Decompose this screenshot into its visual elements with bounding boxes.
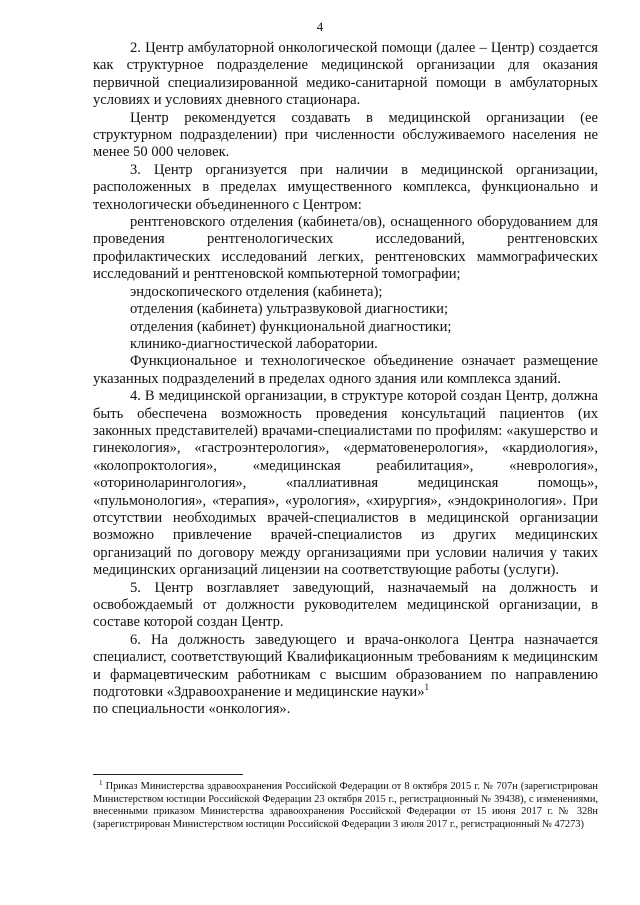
list-item-laboratory: клинико-диагностической лаборатории. <box>130 335 378 352</box>
list-item-ultrasound: отделения (кабинета) ультразвуковой диагностики; <box>130 301 449 318</box>
list-item-functional-diagnostics: отделения (кабинет) функциональной диагностики; <box>130 318 452 335</box>
document-body <box>93 40 598 719</box>
paragraph-6-qualification <box>93 632 598 702</box>
paragraph-4-consultations: 4. В медицинской организации, в структуре которой создан Центр, должна быть обеспечена возможность проведения консультаций пациентов (их законных представителей) врачами-специалистами по профилям: «акушерство и гинекология», «гастроэнтерология», «дерматовенерология», «кардиология», «колопроктология», «медицинская реабилитация», «неврология», «оториноларингология», «паллиативная медицинская помощь», «пульмонология», «терапия», «урология», «хирургия», «эндокринология». При отсутствии необходимых врачей-специалистов в медицинской организации возможно привлечение врачей-специалистов из других медицинских организаций по договору между организациями при условии наличия у таких медицинских организаций лицензии на соответствующие работы (услуги). <box>93 388 598 579</box>
paragraph-6-text: 6. На должность заведующего и врача-онколога Центра назначается специалист, соответствующий Квалификационным требованиям к медицинским и фармацевтическим работникам с высшим образованием по направлению подготовки «Здравоохранение и медицинские науки» <box>93 631 598 701</box>
footnote-text: Приказ Министерства здравоохранения Российской Федерации от 8 октября 2015 г. № 707н (зарегистрирован Министерством юстиции Российской Федерации 23 октября 2015 г., регистрационный № 39438), с изменениями, внесенными приказом Министерства здравоохранения Российской Федерации от 15 июня 2017 г. № 328н (зарегистрирован Министерством юстиции Российской Федерации 3 июля 2017 г., регистрационный № 47273) <box>93 781 598 830</box>
paragraph-unification-meaning: Функциональное и технологическое объединение означает размещение указанных подразделений в пределах одного здания или комплекса зданий. <box>93 353 598 387</box>
paragraph-3-organization: 3. Центр организуется при наличии в медицинской организации, расположенных в пределах имущественного комплекса, функционально и технологически объединенного с Центром: <box>93 161 598 213</box>
page-number: 4 <box>316 19 324 34</box>
list-item-endoscopy: эндоскопического отделения (кабинета); <box>130 283 383 300</box>
paragraph-2-center-definition: 2. Центр амбулаторной онкологической помощи (далее – Центр) создается как структурное подразделение медицинской организации для оказания первичной специализированной медико-санитарной помощи в амбулаторных условиях и условиях дневного стационара. <box>93 40 598 109</box>
footnote-divider <box>93 774 243 775</box>
paragraph-5-head: 5. Центр возглавляет заведующий, назначаемый на должность и освобождаемый от должности руководителем медицинской организации, в составе которой создан Центр. <box>93 579 598 631</box>
footnote <box>93 781 598 831</box>
footnote-marker: 1 <box>99 779 103 787</box>
list-item-xray-department: рентгеновского отделения (кабинета/ов), оснащенного оборудованием для проведения рентгенологических исследований, рентгеновских профилактических исследований легких, рентгеновских маммографических исследований и рентгеновской компьютерной томографии; <box>93 214 598 283</box>
paragraph-6-specialty: по специальности «онкология». <box>93 701 291 718</box>
paragraph-population-requirement: Центр рекомендуется создавать в медицинской организации (ее структурном подразделении) при численности обслуживаемого населения не менее 50 000 человек. <box>93 109 598 161</box>
footnote-reference: 1 <box>424 682 430 693</box>
